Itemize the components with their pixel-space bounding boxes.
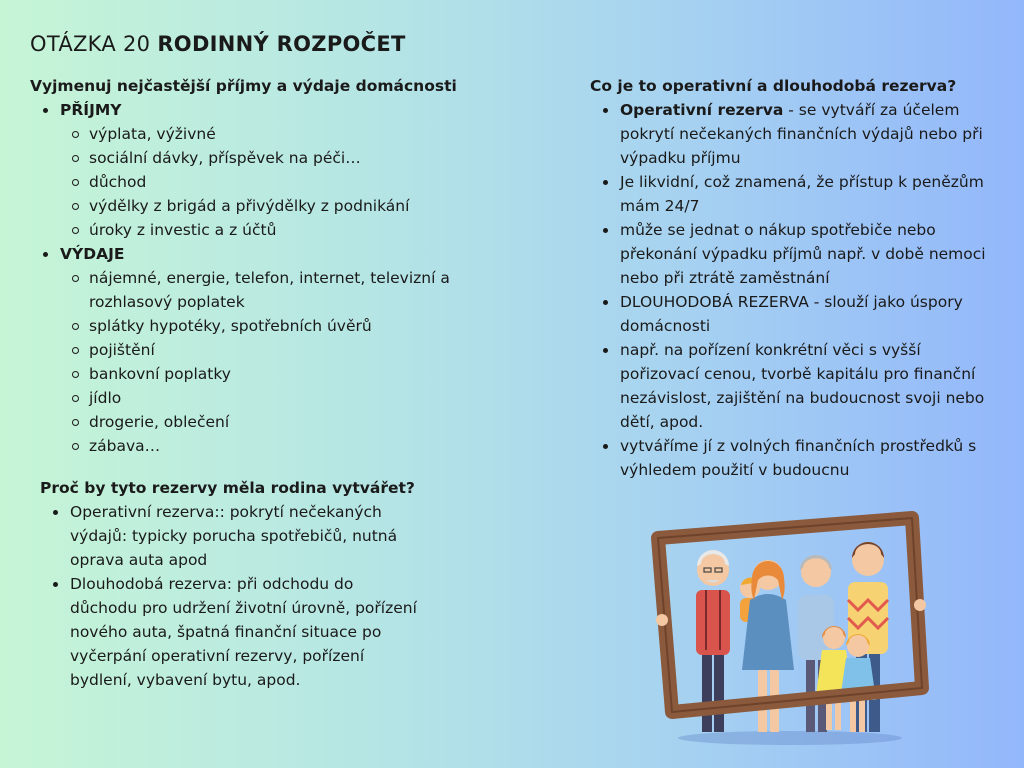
income-expense-section bbox=[30, 74, 460, 458]
category-list bbox=[30, 98, 460, 458]
category-label: PŘÍJMY bbox=[60, 101, 122, 119]
reserve-reasons-heading: Proč by tyto rezervy měla rodina vytvářet? bbox=[40, 479, 415, 497]
reserve-reasons-section bbox=[40, 476, 420, 692]
question-number: OTÁZKA 20 bbox=[30, 32, 151, 56]
category-label: VÝDAJE bbox=[60, 245, 125, 263]
list-item: může se jednat o nákup spotřebiče nebo překonání výpadku příjmů např. v době nemoci nebo při ztrátě zaměstnání bbox=[590, 218, 990, 290]
list-item bbox=[590, 98, 990, 170]
operative-reserve-term: Operativní rezerva bbox=[620, 101, 784, 119]
list-item: vytváříme jí z volných finančních prostředků s výhledem použití v budoucnu bbox=[590, 434, 990, 482]
list-item: pojištění bbox=[60, 338, 460, 362]
reserve-definition-section bbox=[590, 74, 990, 482]
reasons-list bbox=[40, 500, 420, 692]
category-expenses bbox=[30, 242, 460, 458]
list-item: drogerie, oblečení bbox=[60, 410, 460, 434]
definition-list bbox=[590, 98, 990, 482]
list-item: zábava… bbox=[60, 434, 460, 458]
list-item: splátky hypotéky, spotřebních úvěrů bbox=[60, 314, 460, 338]
question-title: RODINNÝ ROZPOČET bbox=[157, 32, 406, 56]
operative-reserve-text: - se vytváří za účelem pokrytí nečekaných finančních výdajů nebo při výpadku příjmu bbox=[620, 101, 983, 167]
list-item: jídlo bbox=[60, 386, 460, 410]
list-item: nájemné, energie, telefon, internet, televizní a rozhlasový poplatek bbox=[60, 266, 460, 314]
list-item: sociální dávky, příspěvek na péči… bbox=[60, 146, 460, 170]
list-item: výplata, výživné bbox=[60, 122, 460, 146]
list-item: DLOUHODOBÁ REZERVA - slouží jako úspory domácnosti bbox=[590, 290, 990, 338]
list-item: výdělky z brigád a přivýdělky z podnikání bbox=[60, 194, 460, 218]
list-item: Je likvidní, což znamená, že přístup k penězům mám 24/7 bbox=[590, 170, 990, 218]
list-item: úroky z investic a z účtů bbox=[60, 218, 460, 242]
list-item: bankovní poplatky bbox=[60, 362, 460, 386]
expense-list bbox=[60, 266, 460, 458]
reserve-definition-heading: Co je to operativní a dlouhodobá rezerva? bbox=[590, 77, 957, 95]
page-title bbox=[30, 32, 406, 56]
income-list bbox=[60, 122, 460, 242]
list-item: Operativní rezerva:: pokrytí nečekaných výdajů: typicky porucha spotřebičů, nutná oprava auta apod bbox=[40, 500, 420, 572]
family-photo-frame-illustration bbox=[650, 500, 930, 750]
list-item: důchod bbox=[60, 170, 460, 194]
income-expense-heading: Vyjmenuj nejčastější příjmy a výdaje domácnosti bbox=[30, 77, 457, 95]
list-item: Dlouhodobá rezerva: při odchodu do důchodu pro udržení životní úrovně, pořízení nového auta, špatná finanční situace po vyčerpání operativní rezervy, pořízení bydlení, vybavení bytu, apod. bbox=[40, 572, 420, 692]
category-income bbox=[30, 98, 460, 242]
list-item: např. na pořízení konkrétní věci s vyšší pořizovací cenou, tvorbě kapitálu pro finanční nezávislost, zajištění na budoucnost svoji nebo dětí, apod. bbox=[590, 338, 990, 434]
